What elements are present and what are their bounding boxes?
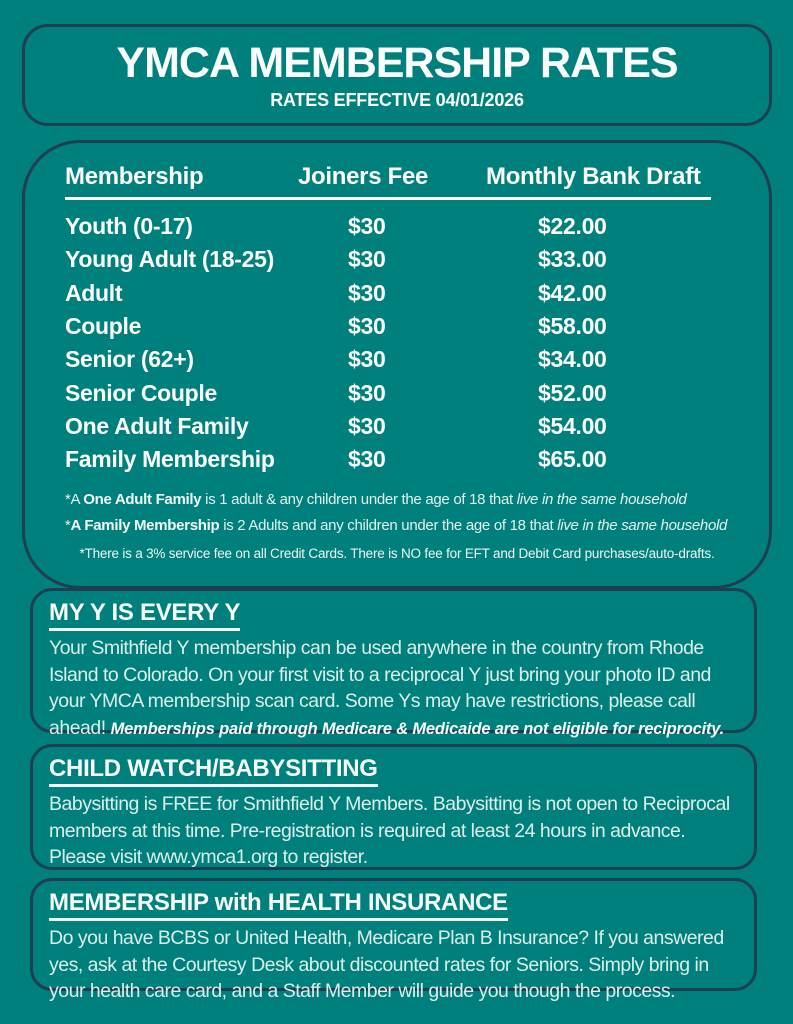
title-box bbox=[22, 24, 772, 126]
monthly-draft-cell: $22.00 bbox=[538, 213, 607, 240]
joiners-fee-cell: $30 bbox=[348, 246, 386, 273]
joiners-fee-cell: $30 bbox=[348, 379, 386, 406]
table-row bbox=[65, 310, 723, 343]
reciprocity-disclaimer: Memberships paid through Medicare & Medicaide are not eligible for reciprocity. bbox=[110, 719, 725, 738]
child-watch-box bbox=[30, 744, 757, 870]
page-title: YMCA MEMBERSHIP RATES bbox=[116, 39, 678, 87]
joiners-fee-cell: $30 bbox=[348, 313, 386, 340]
service-fee-note: *There is a 3% service fee on all Credit Cards. There is NO fee for EFT and Debit Card purchases/auto-drafts. bbox=[79, 546, 715, 562]
table-row bbox=[65, 376, 723, 409]
column-header-membership: Membership bbox=[65, 163, 204, 190]
membership-rates-box bbox=[22, 140, 772, 589]
membership-cell: Adult bbox=[65, 279, 123, 306]
joiners-fee-cell: $30 bbox=[348, 279, 386, 306]
table-row bbox=[65, 343, 723, 376]
rates-table-header bbox=[65, 163, 711, 200]
health-insurance-heading: MEMBERSHIP with HEALTH INSURANCE bbox=[49, 889, 508, 921]
joiners-fee-cell: $30 bbox=[348, 446, 386, 473]
health-insurance-body: Do you have BCBS or United Health, Medicare Plan B Insurance? If you answered yes, ask at the Courtesy Desk about discounted rates for Seniors. Simply bring in your health care card, and a Staff Member will guide you though the process. bbox=[49, 927, 724, 1002]
column-header-monthly-bank-draft: Monthly Bank Draft bbox=[486, 163, 701, 190]
membership-cell: Family Membership bbox=[65, 446, 275, 473]
monthly-draft-cell: $52.00 bbox=[538, 379, 607, 406]
table-row bbox=[65, 243, 723, 276]
table-row bbox=[65, 277, 723, 310]
joiners-fee-cell: $30 bbox=[348, 346, 386, 373]
table-row bbox=[65, 210, 723, 243]
membership-cell: Couple bbox=[65, 313, 142, 340]
membership-cell: Senior (62+) bbox=[65, 346, 194, 373]
joiners-fee-cell: $30 bbox=[348, 213, 386, 240]
membership-cell: Senior Couple bbox=[65, 379, 218, 406]
table-row bbox=[65, 410, 723, 443]
my-y-heading: MY Y IS EVERY Y bbox=[49, 599, 240, 631]
my-y-is-every-y-box bbox=[30, 588, 757, 739]
joiners-fee-cell: $30 bbox=[348, 412, 386, 439]
monthly-draft-cell: $33.00 bbox=[538, 246, 607, 273]
column-header-joiners-fee: Joiners Fee bbox=[298, 163, 429, 190]
monthly-draft-cell: $58.00 bbox=[538, 313, 607, 340]
rates-table-body bbox=[65, 210, 723, 476]
table-footnotes bbox=[65, 488, 759, 538]
monthly-draft-cell: $65.00 bbox=[538, 446, 607, 473]
table-row bbox=[65, 443, 723, 476]
membership-cell: Young Adult (18-25) bbox=[65, 246, 274, 273]
monthly-draft-cell: $54.00 bbox=[538, 412, 607, 439]
monthly-draft-cell: $34.00 bbox=[538, 346, 607, 373]
membership-cell: Youth (0-17) bbox=[65, 213, 193, 240]
health-insurance-box bbox=[30, 878, 757, 1002]
membership-cell: One Adult Family bbox=[65, 412, 249, 439]
monthly-draft-cell: $42.00 bbox=[538, 279, 607, 306]
rates-effective-subtitle: RATES EFFECTIVE 04/01/2026 bbox=[270, 90, 524, 110]
child-watch-body: Babysitting is FREE for Smithfield Y Members. Babysitting is not open to Reciprocal members at this time. Pre-registration is required at least 24 hours in advance. Please visit www.ymca1.org to register. bbox=[49, 793, 730, 868]
my-y-body: Your Smithfield Y membership can be used anywhere in the country from Rhode Island to Colorado. On your first visit to a reciprocal Y just bring your photo ID and your YMCA membership scan card. Some Ys may have restrictions, please call ahead! Memberships paid through Medicare & Medicaide are not eligible for reciprocity. bbox=[49, 637, 725, 739]
footnote-family-membership: *A Family Membership is 2 Adults and any children under the age of 18 that live in the same household bbox=[65, 516, 728, 534]
child-watch-heading: CHILD WATCH/BABYSITTING bbox=[49, 755, 378, 787]
footnote-one-adult-family: *A One Adult Family is 1 adult & any children under the age of 18 that live in the same household bbox=[65, 491, 687, 509]
